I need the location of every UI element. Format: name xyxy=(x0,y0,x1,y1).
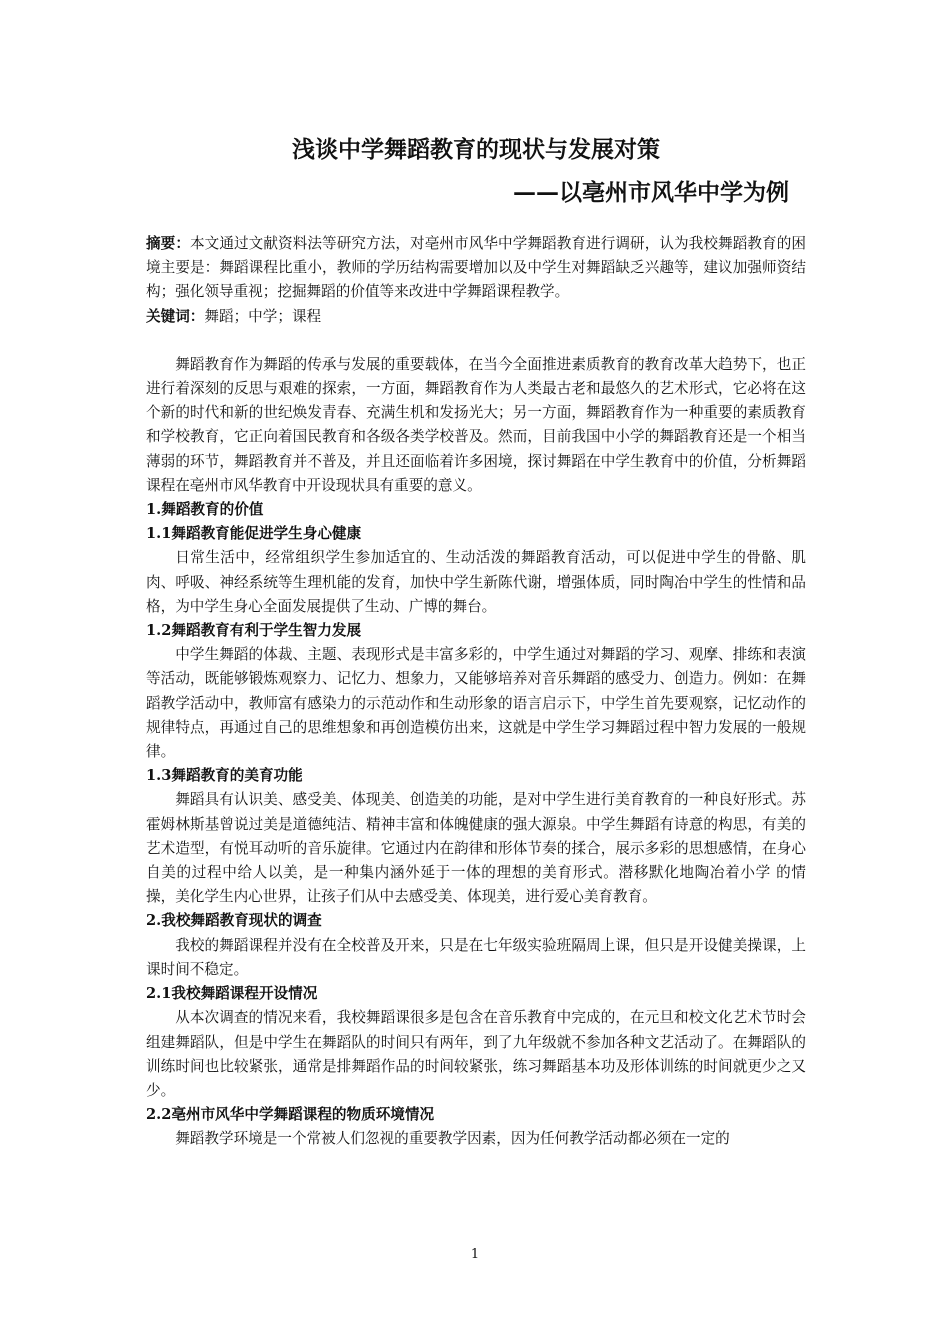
abstract-label: 摘要： xyxy=(146,235,191,252)
section-paragraph: 我校的舞蹈课程并没有在全校普及开来，只是在七年级实验班隔周上课，但只是开设健美操课，上课时间不稳定。 xyxy=(146,936,806,978)
intro-paragraph: 舞蹈教育作为舞蹈的传承与发展的重要载体，在当今全面推进素质教育的教育改革大趋势下，也正进行着深刻的反思与艰难的探索，一方面，舞蹈教育作为人类最古老和最悠久的艺术形式，它必将在这个新的时代和新的世纪焕发青春、充满生机和发扬光大；另一方面，舞蹈教育作为一种重要的素质教育和学校教育，它正向着国民教育和各级各类学校普及。然而，目前我国中小学的舞蹈教育还是一个相当薄弱的环节，舞蹈教育并不普及，并且还面临着许多困境，探讨舞蹈在中学生教育中的价值，分析舞蹈课程在亳州市风华教育中开设现状具有重要的意义。 xyxy=(146,355,806,494)
document-title: 浅谈中学舞蹈教育的现状与发展对策 xyxy=(292,136,660,163)
section-paragraph: 日常生活中，经常组织学生参加适宜的、生动活泼的舞蹈教育活动，可以促进中学生的骨骼、肌肉、呼吸、神经系统等生理机能的发育，加快中学生新陈代谢，增强体质，同时陶冶中学生的性情和品格，为中学生身心全面发展提供了生动、广博的舞台。 xyxy=(146,549,806,615)
page-number: 1 xyxy=(470,1247,480,1262)
section-heading: 1.2舞蹈教育有利于学生智力发展 xyxy=(146,622,362,640)
blank-line xyxy=(146,329,806,353)
document-subtitle: ——以亳州市风华中学为例 xyxy=(513,179,789,206)
section-paragraph: 舞蹈具有认识美、感受美、体现美、创造美的功能，是对中学生进行美育教育的一种良好形式。苏霍姆林斯基曾说过美是道德纯洁、精神丰富和体魄健康的强大源泉。中学生舞蹈有诗意的构思，有美的艺术造型，有悦耳动听的音乐旋律。它通过内在韵律和形体节奏的揉合，展示多彩的思想感情，在身心自美的过程中给人以美，是一种集内涵外延于一体的理想的美育形式。潜移默化地陶冶着小学 的情操，美化学生内心世界，让孩子们从中去感受美、体现美，进行爱心美育教育。 xyxy=(146,791,806,906)
keywords-label: 关键词： xyxy=(146,307,205,325)
section-heading: 1.1舞蹈教育能促进学生身心健康 xyxy=(146,525,362,543)
abstract xyxy=(146,232,806,305)
section-heading: 2.我校舞蹈教育现状的调查 xyxy=(146,912,322,930)
section-paragraph: 中学生舞蹈的体裁、主题、表现形式是丰富多彩的，中学生通过对舞蹈的学习、观摩、排练和表演等活动，既能够锻炼观察力、记忆力、想象力，又能够培养对音乐舞蹈的感受力、创造力。例如：在舞蹈教学活动中，教师富有感染力的示范动作和生动形象的语言启示下，中学生首先要观察，记忆动作的规律特点，再通过自己的思维想象和再创造模仿出来，这就是中学生学习舞蹈过程中智力发展的一般规律。 xyxy=(146,646,806,761)
document-body xyxy=(146,128,806,1152)
section-heading: 2.2亳州市风华中学舞蹈课程的物质环境情况 xyxy=(146,1106,435,1124)
section-heading: 2.1我校舞蹈课程开设情况 xyxy=(146,985,318,1003)
section-heading: 1.舞蹈教育的价值 xyxy=(146,501,264,519)
section-heading: 1.3舞蹈教育的美育功能 xyxy=(146,767,303,785)
abstract-text: 本文通过文献资料法等研究方法，对亳州市风华中学舞蹈教育进行调研，认为我校舞蹈教育的困境主要是：舞蹈课程比重小，教师的学历结构需要增加以及中学生对舞蹈缺乏兴趣等，建议加强师资结构；强化领导重视；挖掘舞蹈的价值等来改进中学舞蹈课程教学。 xyxy=(146,235,806,301)
section-paragraph: 舞蹈教学环境是一个常被人们忽视的重要教学因素，因为任何教学活动都必须在一定的 xyxy=(175,1130,730,1148)
keywords-text: 舞蹈；中学；课程 xyxy=(204,307,322,325)
keywords xyxy=(146,305,806,329)
section-paragraph: 从本次调查的情况来看，我校舞蹈课很多是包含在音乐教育中完成的，在元旦和校文化艺术节时会组建舞蹈队，但是中学生在舞蹈队的时间只有两年，到了九年级就不参加各种文艺活动了。在舞蹈队的训练时间也比较紧张，通常是排舞蹈作品的时间较紧张，练习舞蹈基本功及形体训练的时间就更少之又少。 xyxy=(146,1009,806,1099)
